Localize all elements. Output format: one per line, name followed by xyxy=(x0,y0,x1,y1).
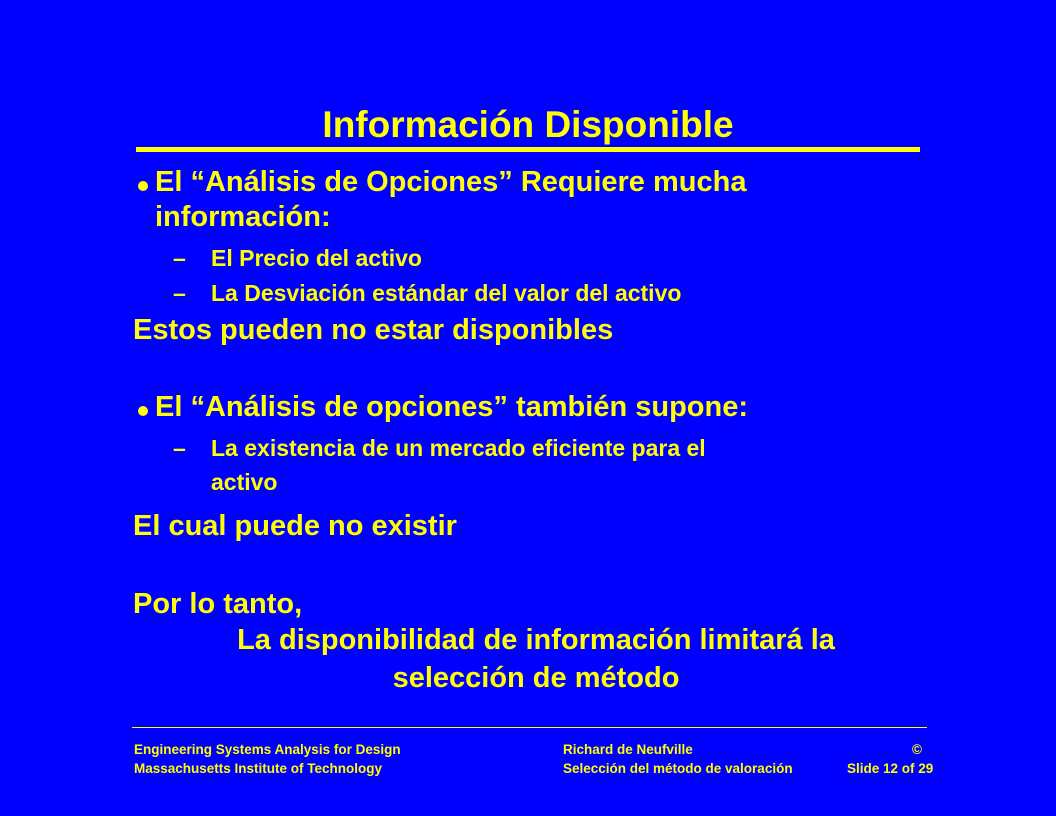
dash-marker: – xyxy=(173,280,186,306)
footer-copyright: © xyxy=(912,742,922,757)
footer-topic: Selección del método de valoración xyxy=(563,761,793,776)
conclusion-intro: Por lo tanto, xyxy=(133,588,303,620)
dash-marker: – xyxy=(173,245,186,271)
footer-institution: Massachusetts Institute of Technology xyxy=(134,761,383,776)
title-underline xyxy=(136,147,920,152)
bullet-1-line-2: información: xyxy=(155,201,331,233)
note-2: El cual puede no existir xyxy=(133,510,457,542)
sub-item-3-line-1: La existencia de un mercado eficiente para el xyxy=(211,435,706,461)
sub-item-3-line-2: activo xyxy=(211,469,278,495)
bullet-1-line-1: El “Análisis de Opciones” Requiere mucha xyxy=(155,166,747,198)
bullet-dot-icon xyxy=(138,406,148,416)
conclusion-line-2: selección de método xyxy=(392,662,680,694)
footer-divider xyxy=(132,727,927,728)
footer-slide-number: Slide 12 of 29 xyxy=(847,761,934,776)
footer-course: Engineering Systems Analysis for Design xyxy=(134,742,401,757)
footer-author: Richard de Neufville xyxy=(563,742,693,757)
conclusion-line-1: La disponibilidad de información limitará la xyxy=(237,624,835,656)
dash-marker: – xyxy=(173,435,186,461)
sub-item-2: La Desviación estándar del valor del activo xyxy=(211,280,682,306)
bullet-dot-icon xyxy=(138,181,148,191)
slide-title: Información Disponible xyxy=(322,104,734,145)
bullet-2: El “Análisis de opciones” también supone: xyxy=(155,391,748,423)
note-1: Estos pueden no estar disponibles xyxy=(133,314,614,346)
sub-item-1: El Precio del activo xyxy=(211,245,422,271)
